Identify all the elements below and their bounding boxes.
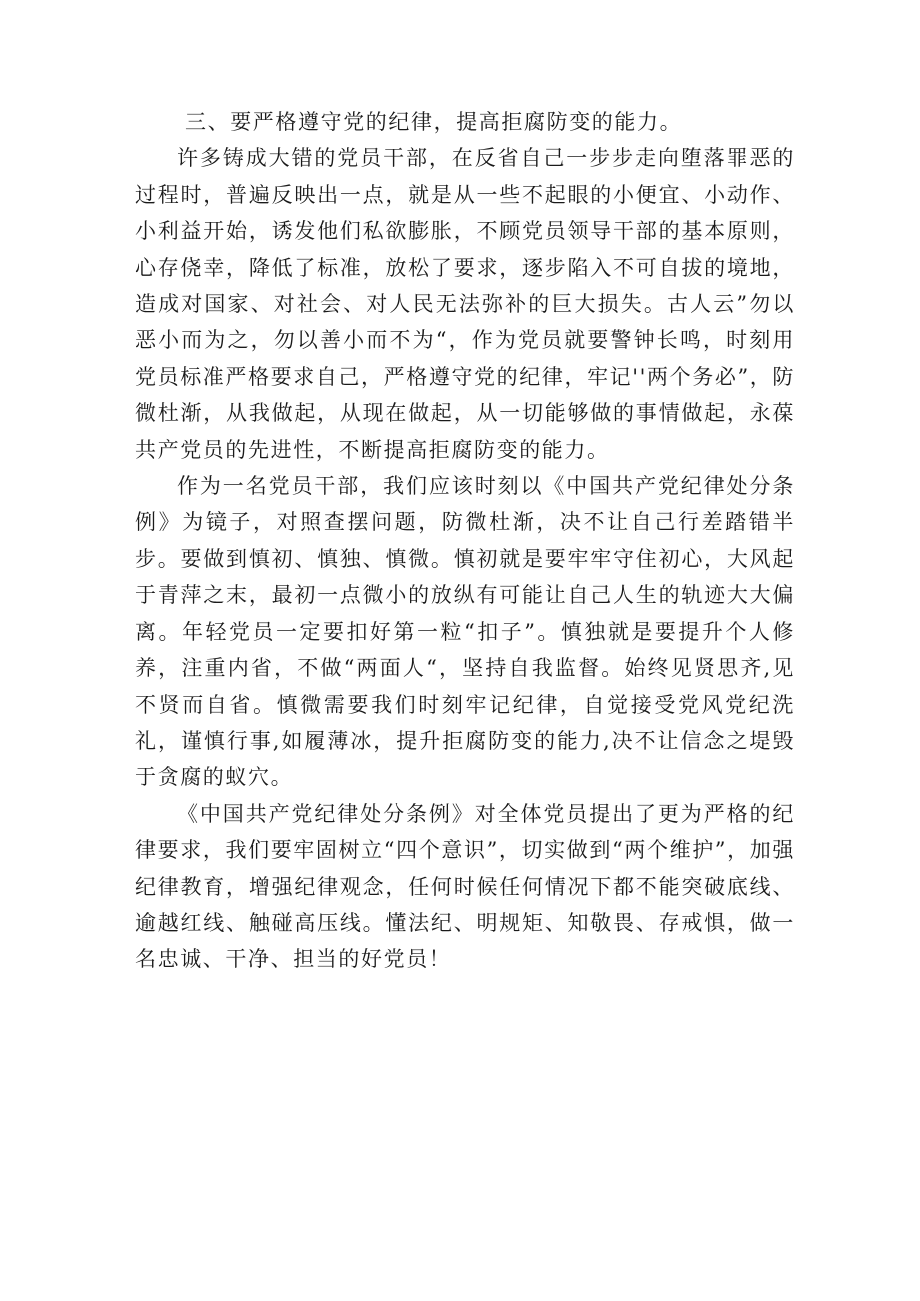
paragraph-1: 许多铸成大错的党员干部，在反省自己一步步走向堕落罪恶的过程时，普遍反映出一点，就是从一些不起眼的小便宜、小动作、小利益开始，诱发他们私欲膨胀，不顾党员领导干部的基本原则，心存侥幸，降低了标准，放松了要求，逐步陷入不可自拔的境地，造成对国家、对社会、对人民无法弥补的巨大损失。古人云”勿以恶小而为之，勿以善小而不为“，作为党员就要警钟长鸣，时刻用党员标准严格要求自己，严格遵守党的纪律，牢记''两个务必”，防微杜渐，从我做起，从现在做起，从一切能够做的事情做起，永葆共产党员的先进性，不断提高拒腐防变的能力。 [135,146,795,462]
paragraph-2: 作为一名党员干部，我们应该时刻以《中国共产党纪律处分条例》为镜子，对照查摆问题，防微杜渐，决不让自己行差踏错半步。要做到慎初、慎独、慎微。慎初就是要牢牢守住初心，大风起于青萍之末，最初一点微小的放纵有可能让自己人生的轨迹大大偏离。年轻党员一定要扣好第一粒“扣子”。慎独就是要提升个人修养，注重内省，不做“两面人“，坚持自我监督。始终见贤思齐,见不贤而自省。慎微需要我们时刻牢记纪律，自觉接受党风党纪洗礼，谨慎行事,如履薄冰，提升拒腐防变的能力,决不让信念之堤毁于贪腐的蚁穴。 [135,474,795,790]
document-body [135,104,795,978]
paragraph-3: 《中国共产党纪律处分条例》对全体党员提出了更为严格的纪律要求，我们要牢固树立“四个意识”，切实做到“两个维护”，加强纪律教育，增强纪律观念，任何时候任何情况下都不能突破底线、逾越红线、触碰高压线。懂法纪、明规矩、知敬畏、存戒惧，做一名忠诚、干净、担当的好党员！ [135,801,795,972]
section-heading: 三、要严格遵守党的纪律，提高拒腐防变的能力。 [185,110,683,134]
